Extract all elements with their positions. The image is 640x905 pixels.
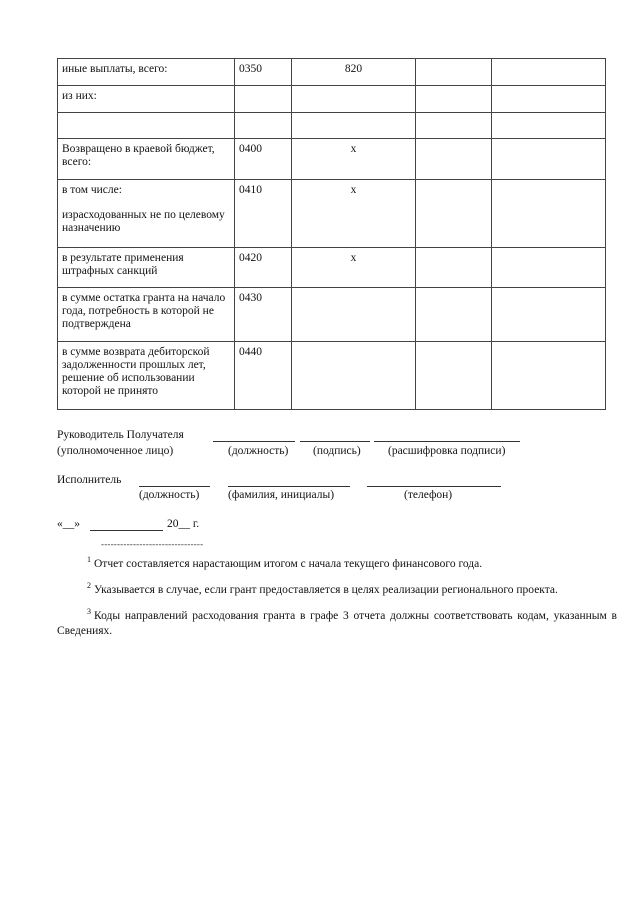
empty-cell	[416, 139, 492, 180]
row-label: из них:	[58, 86, 235, 113]
executor-position-line	[139, 486, 210, 487]
row-label: в результате применения штрафных санкций	[58, 248, 235, 288]
row-sublabel: израсходованных не по целевому назначению	[62, 209, 225, 234]
row-label-cell	[58, 180, 235, 248]
empty-cell	[492, 342, 606, 410]
empty-cell	[492, 59, 606, 86]
footnote-text: Коды направлений расходования гранта в графе 3 отчета должны соответствовать кодам, указанным в Сведениях.	[57, 610, 617, 637]
executor-name-line	[228, 486, 350, 487]
row-code: 0350	[235, 59, 292, 86]
table-row	[58, 59, 606, 86]
head-position-caption: (должность)	[228, 445, 289, 457]
empty-cell	[416, 86, 492, 113]
date-year: 20__ г.	[167, 518, 200, 530]
empty-cell	[416, 248, 492, 288]
head-decoding-caption: (расшифровка подписи)	[388, 445, 506, 457]
executor-position-caption: (должность)	[139, 489, 200, 501]
row-code: 0430	[235, 288, 292, 342]
table-row	[58, 180, 606, 248]
footnote-text: Указывается в случае, если грант предоставляется в целях реализации регионального проекта.	[94, 584, 558, 596]
footnote-number: 3	[87, 607, 91, 617]
report-table	[57, 58, 606, 410]
empty-cell	[416, 288, 492, 342]
empty-cell	[492, 288, 606, 342]
row-code: 0410	[235, 180, 292, 248]
head-position-line	[213, 441, 295, 442]
row-code: 0400	[235, 139, 292, 180]
empty-cell	[492, 86, 606, 113]
row-label: иные выплаты, всего:	[58, 59, 235, 86]
empty-cell	[492, 180, 606, 248]
table-row	[58, 86, 606, 113]
footnote-separator: --------------------------------	[101, 539, 204, 549]
executor-phone-line	[367, 486, 501, 487]
head-decoding-line	[374, 441, 520, 442]
footnote-text: Отчет составляется нарастающим итогом с начала текущего финансового года.	[94, 558, 483, 570]
executor-phone-caption: (телефон)	[404, 489, 453, 501]
head-sublabel: (уполномоченное лицо)	[57, 445, 174, 457]
row-label: в сумме возврата дебиторской задолженности прошлых лет, решение об использовании которой не принято	[58, 342, 235, 410]
table-row	[58, 248, 606, 288]
row-code: 0440	[235, 342, 292, 410]
date-month-line	[90, 530, 163, 531]
row-value	[292, 86, 416, 113]
head-signature-caption: (подпись)	[313, 445, 361, 457]
table-row	[58, 113, 606, 139]
empty-cell	[492, 113, 606, 139]
head-label: Руководитель Получателя	[57, 429, 184, 441]
executor-label: Исполнитель	[57, 474, 122, 486]
table-row	[58, 342, 606, 410]
empty-cell	[416, 180, 492, 248]
date-day: «__»	[57, 518, 80, 530]
row-label: в том числе:	[62, 184, 122, 196]
footnote-number: 1	[87, 555, 91, 565]
row-value: х	[292, 139, 416, 180]
empty-cell	[492, 139, 606, 180]
row-value	[292, 342, 416, 410]
footnote-1	[57, 557, 617, 572]
row-code	[235, 86, 292, 113]
row-value: х	[292, 248, 416, 288]
empty-cell	[416, 342, 492, 410]
row-label	[58, 113, 235, 139]
row-value: х	[292, 180, 416, 248]
footnote-2	[57, 583, 617, 598]
empty-cell	[492, 248, 606, 288]
table-row	[58, 139, 606, 180]
executor-name-caption: (фамилия, инициалы)	[228, 489, 335, 501]
row-value	[292, 288, 416, 342]
row-label: Возвращено в краевой бюджет, всего:	[58, 139, 235, 180]
row-label: в сумме остатка гранта на начало года, потребность в которой не подтверждена	[58, 288, 235, 342]
footnote-3	[57, 609, 617, 639]
empty-cell	[416, 113, 492, 139]
row-value	[292, 113, 416, 139]
row-code	[235, 113, 292, 139]
footnote-number: 2	[87, 581, 91, 591]
row-code: 0420	[235, 248, 292, 288]
head-signature-line	[300, 441, 370, 442]
row-value: 820	[292, 59, 416, 86]
empty-cell	[416, 59, 492, 86]
table-row	[58, 288, 606, 342]
